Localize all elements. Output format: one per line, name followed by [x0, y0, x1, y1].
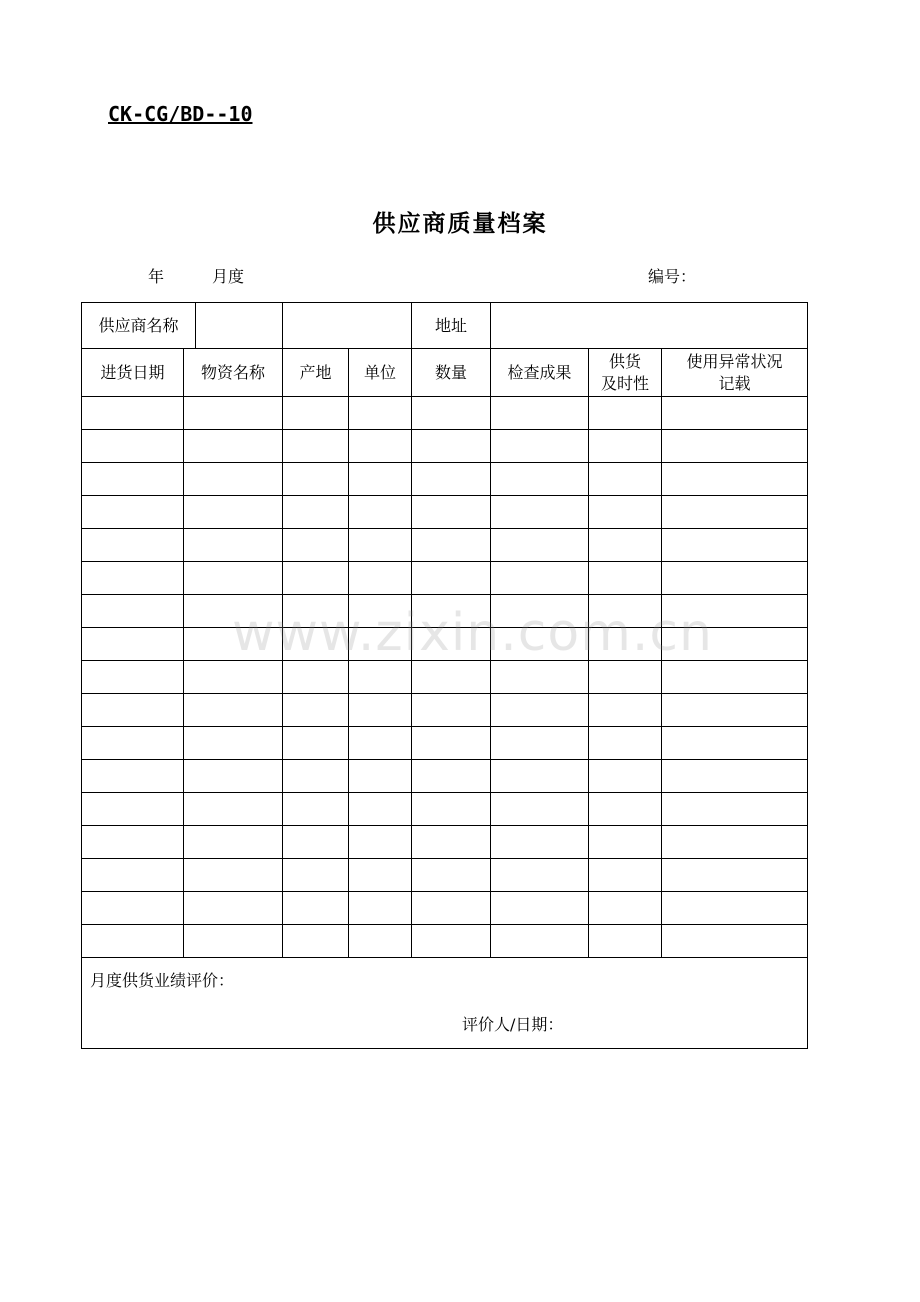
table-cell[interactable] — [184, 727, 283, 760]
table-cell[interactable] — [283, 496, 349, 529]
table-cell[interactable] — [283, 661, 349, 694]
table-cell[interactable] — [349, 661, 412, 694]
table-cell[interactable] — [184, 562, 283, 595]
table-cell[interactable] — [662, 727, 808, 760]
table-cell[interactable] — [412, 463, 491, 496]
evaluation-label: 月度供货业绩评价： — [90, 971, 235, 990]
table-cell[interactable] — [662, 529, 808, 562]
table-cell[interactable] — [184, 793, 283, 826]
table-cell[interactable] — [184, 892, 283, 925]
table-cell[interactable] — [184, 496, 283, 529]
table-cell[interactable] — [184, 430, 283, 463]
supplier-quality-table — [81, 302, 808, 1049]
table-cell[interactable] — [491, 397, 589, 430]
table-cell[interactable] — [491, 562, 589, 595]
table-cell[interactable] — [349, 727, 412, 760]
table-cell[interactable] — [349, 529, 412, 562]
table-cell[interactable] — [491, 628, 589, 661]
table-cell[interactable] — [589, 892, 662, 925]
table-row — [82, 463, 808, 496]
table-cell[interactable] — [589, 826, 662, 859]
table-cell[interactable] — [283, 694, 349, 727]
table-cell[interactable] — [349, 496, 412, 529]
col-header-quantity: 数量 — [412, 349, 491, 397]
table-cell[interactable] — [283, 892, 349, 925]
table-cell[interactable] — [491, 892, 589, 925]
table-cell[interactable] — [82, 694, 184, 727]
table-cell[interactable] — [662, 463, 808, 496]
document-code: CK-CG/BD--10 — [108, 102, 253, 126]
table-cell[interactable] — [662, 793, 808, 826]
table-cell[interactable] — [491, 826, 589, 859]
table-row — [82, 496, 808, 529]
table-cell[interactable] — [283, 595, 349, 628]
table-cell[interactable] — [412, 925, 491, 958]
evaluation-area[interactable] — [82, 958, 807, 1048]
table-cell[interactable] — [82, 430, 184, 463]
table-row — [82, 826, 808, 859]
watermark: www.zixin.com.cn — [232, 603, 713, 663]
table-cell[interactable] — [82, 892, 184, 925]
address-field[interactable] — [491, 303, 808, 349]
table-cell[interactable] — [491, 694, 589, 727]
col-header-material: 物资名称 — [184, 349, 283, 397]
table-cell[interactable] — [662, 628, 808, 661]
table-cell[interactable] — [184, 925, 283, 958]
table-cell[interactable] — [283, 859, 349, 892]
table-cell[interactable] — [662, 892, 808, 925]
table-cell[interactable] — [349, 892, 412, 925]
supplier-name-label: 供应商名称 — [82, 303, 196, 348]
table-cell[interactable] — [662, 562, 808, 595]
table-cell[interactable] — [662, 925, 808, 958]
table-cell[interactable] — [184, 859, 283, 892]
address-label: 地址 — [412, 303, 491, 349]
table-cell[interactable] — [589, 727, 662, 760]
table-cell[interactable] — [589, 793, 662, 826]
table-cell[interactable] — [184, 463, 283, 496]
table-cell[interactable] — [184, 529, 283, 562]
table-cell[interactable] — [82, 529, 184, 562]
table-cell[interactable] — [283, 397, 349, 430]
table-cell[interactable] — [662, 859, 808, 892]
table-cell[interactable] — [349, 595, 412, 628]
table-row — [82, 925, 808, 958]
table-cell[interactable] — [412, 661, 491, 694]
table-cell[interactable] — [491, 496, 589, 529]
table-cell[interactable] — [412, 727, 491, 760]
table-cell[interactable] — [491, 727, 589, 760]
table-cell[interactable] — [412, 595, 491, 628]
table-cell[interactable] — [589, 430, 662, 463]
table-cell[interactable] — [184, 760, 283, 793]
col-header-unit: 单位 — [349, 349, 412, 397]
table-cell[interactable] — [349, 694, 412, 727]
table-cell[interactable] — [662, 694, 808, 727]
table-cell[interactable] — [349, 925, 412, 958]
table-cell[interactable] — [412, 892, 491, 925]
table-cell[interactable] — [184, 661, 283, 694]
table-row — [82, 628, 808, 661]
table-cell[interactable] — [662, 661, 808, 694]
table-cell[interactable] — [82, 595, 184, 628]
table-cell[interactable] — [349, 859, 412, 892]
table-cell[interactable] — [283, 727, 349, 760]
table-cell[interactable] — [283, 463, 349, 496]
table-cell[interactable] — [82, 826, 184, 859]
table-cell[interactable] — [349, 628, 412, 661]
table-row — [82, 793, 808, 826]
table-cell[interactable] — [412, 859, 491, 892]
evaluation-row — [82, 958, 808, 1049]
table-cell[interactable] — [412, 793, 491, 826]
table-cell[interactable] — [491, 430, 589, 463]
table-cell[interactable] — [589, 496, 662, 529]
table-cell[interactable] — [412, 496, 491, 529]
table-cell[interactable] — [283, 793, 349, 826]
number-label: 编号： — [648, 267, 697, 286]
table-cell[interactable] — [82, 397, 184, 430]
table-cell[interactable] — [412, 562, 491, 595]
table-cell[interactable] — [349, 793, 412, 826]
table-cell[interactable] — [82, 925, 184, 958]
supplier-info-row — [82, 303, 808, 349]
table-row — [82, 562, 808, 595]
table-cell[interactable] — [491, 859, 589, 892]
table-cell[interactable] — [491, 793, 589, 826]
table-cell[interactable] — [82, 463, 184, 496]
table-cell[interactable] — [662, 760, 808, 793]
col-header-date: 进货日期 — [82, 349, 184, 397]
table-row — [82, 892, 808, 925]
table-cell[interactable] — [589, 925, 662, 958]
table-cell[interactable] — [589, 397, 662, 430]
table-cell[interactable] — [283, 925, 349, 958]
table-cell[interactable] — [82, 859, 184, 892]
table-cell[interactable] — [283, 430, 349, 463]
table-cell[interactable] — [491, 463, 589, 496]
table-cell[interactable] — [412, 760, 491, 793]
table-cell[interactable] — [349, 826, 412, 859]
table-cell[interactable] — [589, 562, 662, 595]
table-cell[interactable] — [283, 628, 349, 661]
table-row — [82, 529, 808, 562]
table-row — [82, 694, 808, 727]
month-label: 月度 — [212, 267, 245, 286]
table-cell[interactable] — [589, 463, 662, 496]
table-cell[interactable] — [349, 562, 412, 595]
table-cell[interactable] — [412, 430, 491, 463]
table-cell[interactable] — [184, 694, 283, 727]
table-row — [82, 397, 808, 430]
col-header-anomaly: 使用异常状况 记载 — [662, 349, 808, 397]
table-cell[interactable] — [662, 496, 808, 529]
supplier-name-field[interactable] — [196, 303, 282, 348]
table-cell[interactable] — [491, 529, 589, 562]
table-row — [82, 595, 808, 628]
table-cell[interactable] — [184, 397, 283, 430]
table-cell[interactable] — [283, 826, 349, 859]
table-row — [82, 661, 808, 694]
table-cell[interactable] — [412, 529, 491, 562]
table-header-row — [82, 349, 808, 397]
col-header-timeliness: 供货 及时性 — [589, 349, 662, 397]
table-cell[interactable] — [491, 925, 589, 958]
table-cell[interactable] — [412, 397, 491, 430]
col-header-origin: 产地 — [283, 349, 349, 397]
table-cell[interactable] — [589, 628, 662, 661]
table-cell[interactable] — [184, 628, 283, 661]
table-row — [82, 760, 808, 793]
evaluator-date-label: 评价人/日期： — [462, 1015, 564, 1034]
page-title: 供应商质量档案 — [372, 211, 548, 237]
table-cell[interactable] — [283, 529, 349, 562]
table-cell[interactable] — [349, 760, 412, 793]
table-cell[interactable] — [491, 595, 589, 628]
table-cell[interactable] — [82, 496, 184, 529]
supplier-name-field-extension[interactable] — [283, 303, 412, 349]
table-cell[interactable] — [349, 397, 412, 430]
table-cell[interactable] — [662, 430, 808, 463]
table-cell[interactable] — [349, 430, 412, 463]
table-cell[interactable] — [82, 661, 184, 694]
table-cell[interactable] — [589, 529, 662, 562]
table-cell[interactable] — [184, 826, 283, 859]
table-row — [82, 859, 808, 892]
table-cell[interactable] — [412, 628, 491, 661]
table-cell[interactable] — [283, 562, 349, 595]
table-cell[interactable] — [184, 595, 283, 628]
table-cell[interactable] — [662, 826, 808, 859]
table-cell[interactable] — [589, 859, 662, 892]
table-cell[interactable] — [589, 694, 662, 727]
table-cell[interactable] — [82, 793, 184, 826]
table-row — [82, 727, 808, 760]
table-cell[interactable] — [589, 661, 662, 694]
table-cell[interactable] — [589, 760, 662, 793]
table-cell[interactable] — [82, 760, 184, 793]
table-cell[interactable] — [412, 826, 491, 859]
col-header-inspection: 检查成果 — [491, 349, 589, 397]
table-cell[interactable] — [662, 595, 808, 628]
table-cell[interactable] — [349, 463, 412, 496]
year-label: 年 — [148, 267, 165, 286]
table-cell[interactable] — [491, 661, 589, 694]
table-cell[interactable] — [491, 760, 589, 793]
table-cell[interactable] — [82, 562, 184, 595]
table-cell[interactable] — [589, 595, 662, 628]
table-cell[interactable] — [283, 760, 349, 793]
table-cell[interactable] — [82, 628, 184, 661]
table-cell[interactable] — [82, 727, 184, 760]
table-cell[interactable] — [412, 694, 491, 727]
table-cell[interactable] — [662, 397, 808, 430]
table-row — [82, 430, 808, 463]
